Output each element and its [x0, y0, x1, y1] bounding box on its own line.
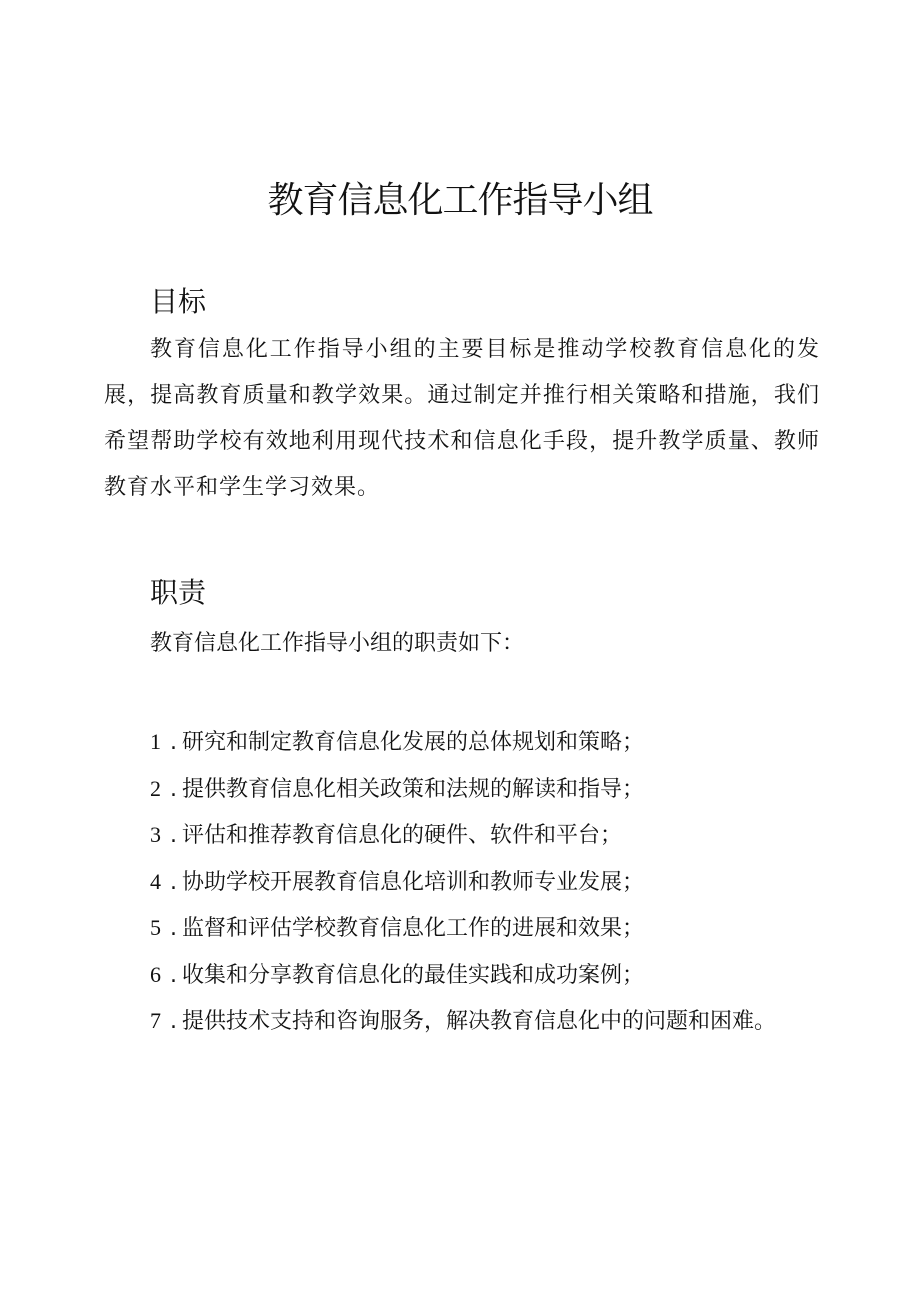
duty-text: 提供技术支持和咨询服务，解决教育信息化中的问题和困难。 — [182, 1009, 777, 1034]
duty-item — [150, 913, 776, 960]
duty-separator: . — [170, 823, 177, 848]
duty-item — [150, 867, 776, 914]
duty-number: 7 — [150, 1008, 161, 1033]
page-title: 教育信息化工作指导小组 — [267, 180, 653, 221]
duty-number: 4 — [150, 868, 161, 894]
duty-separator: . — [170, 730, 177, 755]
duty-separator: . — [170, 1009, 177, 1034]
duty-text: 收集和分享教育信息化的最佳实践和成功案例； — [182, 962, 645, 988]
duty-number: 2 — [150, 775, 161, 801]
duties-list — [150, 727, 776, 1053]
duty-separator: . — [170, 962, 177, 988]
duty-item — [150, 960, 776, 1007]
duty-separator: . — [170, 916, 177, 941]
duty-separator: . — [170, 776, 177, 802]
duty-text: 协助学校开展教育信息化培训和教师专业发展； — [182, 869, 645, 895]
duty-number: 3 — [150, 822, 161, 847]
goal-heading: 目标 — [150, 285, 207, 318]
duties-intro: 教育信息化工作指导小组的职责如下： — [150, 631, 525, 656]
duty-text: 提供教育信息化相关政策和法规的解读和指导； — [182, 776, 645, 802]
duty-number: 5 — [150, 915, 161, 940]
duty-item — [150, 727, 776, 774]
duties-heading: 职责 — [150, 576, 207, 609]
duty-text: 监督和评估学校教育信息化工作的进展和效果； — [182, 916, 645, 941]
duty-separator: . — [170, 869, 177, 895]
goal-paragraph: 教育信息化工作指导小组的主要目标是推动学校教育信息化的发展，提高教育质量和教学效果。通过制定并推行相关策略和措施，我们希望帮助学校有效地利用现代技术和信息化手段，提升教学质量、教师教育水平和学生学习效果。 — [104, 337, 820, 500]
duty-item — [150, 774, 776, 821]
duty-text: 评估和推荐教育信息化的硬件、软件和平台； — [182, 823, 623, 848]
duty-number: 6 — [150, 961, 161, 987]
duty-item — [150, 1006, 776, 1053]
duty-text: 研究和制定教育信息化发展的总体规划和策略； — [182, 730, 645, 755]
duty-item — [150, 820, 776, 867]
duty-number: 1 — [150, 729, 161, 754]
